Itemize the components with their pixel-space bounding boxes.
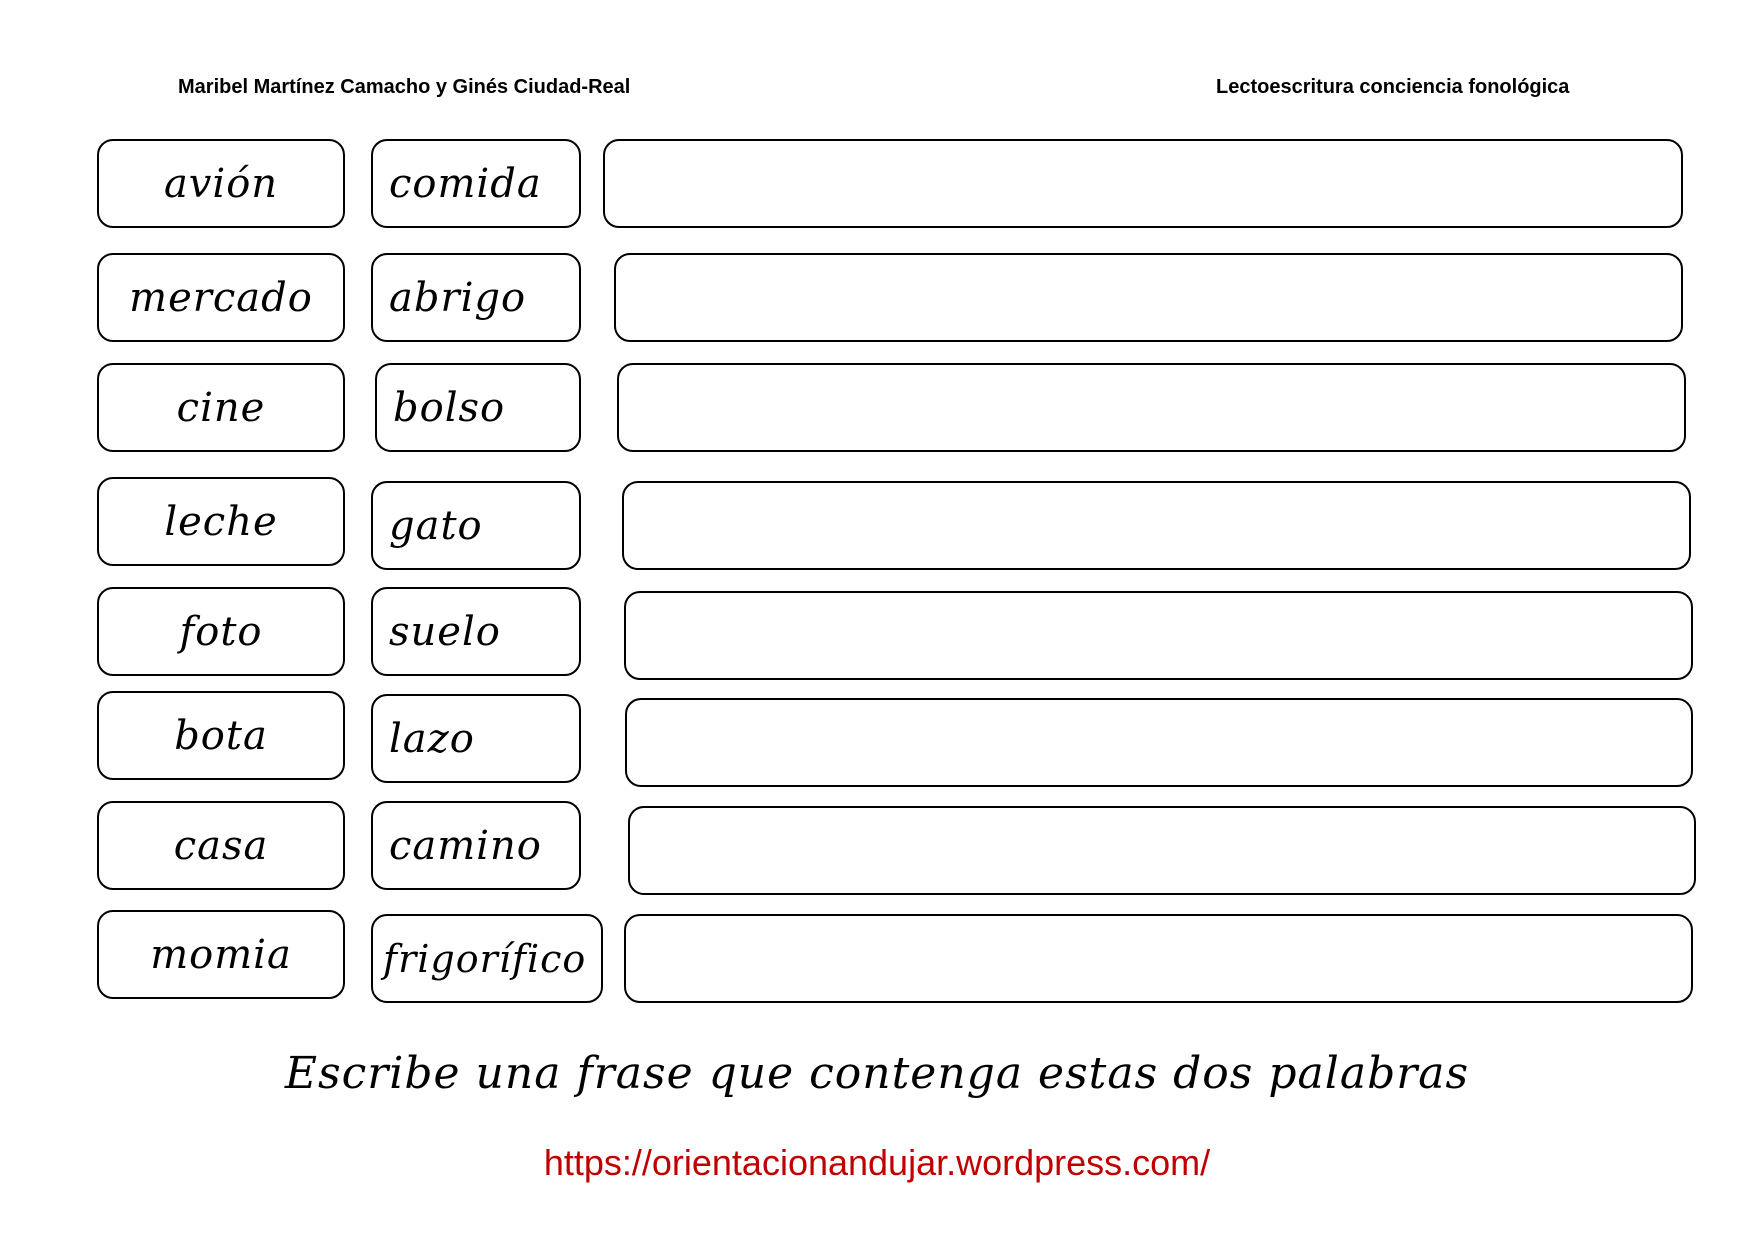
sentence-writing-box[interactable] [617,363,1686,452]
sentence-writing-box[interactable] [622,481,1691,570]
word-box-left: leche [97,477,345,566]
word-box-left: mercado [97,253,345,342]
header-authors: Maribel Martínez Camacho y Ginés Ciudad-Real [178,76,631,98]
sentence-writing-box[interactable] [624,591,1693,680]
word-box-left: avión [97,139,345,228]
footer-url-link[interactable]: https://orientacionandujar.wordpress.com/ [543,1142,1211,1183]
word-box-right: comida [371,139,581,228]
word-box-right: frigorífico [371,914,603,1003]
sentence-writing-box[interactable] [624,914,1693,1003]
sentence-writing-box[interactable] [625,698,1693,787]
sentence-writing-box[interactable] [614,253,1683,342]
word-box-left: cine [97,363,345,452]
word-box-left: bota [97,691,345,780]
sentence-writing-box[interactable] [628,806,1696,895]
word-box-right: bolso [375,363,581,452]
instruction-text: Escribe una frase que contenga estas dos palabras [284,1048,1470,1099]
word-box-right: camino [371,801,581,890]
word-box-left: momia [97,910,345,999]
word-box-right: gato [371,481,581,570]
sentence-writing-box[interactable] [603,139,1683,228]
word-box-right: lazo [371,694,581,783]
word-box-left: foto [97,587,345,676]
word-box-right: suelo [371,587,581,676]
word-box-right: abrigo [371,253,581,342]
word-box-left: casa [97,801,345,890]
header-subject: Lectoescritura conciencia fonológica [1216,76,1570,98]
